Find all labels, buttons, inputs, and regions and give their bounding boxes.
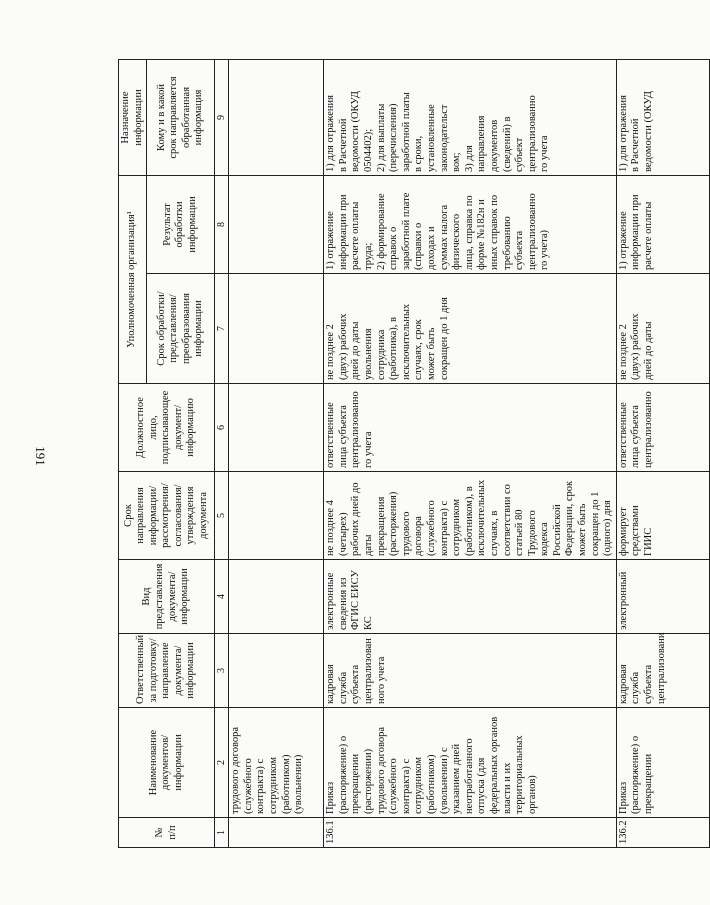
- cell-destination: [229, 60, 324, 176]
- cell-num: [229, 818, 324, 848]
- table-row: [324, 60, 617, 848]
- header-col-1: № п/п: [119, 818, 215, 848]
- column-number: 7: [215, 274, 229, 384]
- header-group-authorized-org: Уполномоченная организация¹: [119, 176, 147, 384]
- header-row-top: [119, 60, 147, 848]
- cell-name: Приказ (распоряжение) о прекращении: [616, 708, 709, 818]
- header-col-5: Срок направления информации/ рассмотрения/ согласования/ утверждения документа: [119, 472, 215, 560]
- cell-term: формирует средствами ГИИС: [616, 472, 709, 560]
- column-number: 2: [215, 708, 229, 818]
- cell-term: не позднее 4 (четырех) рабочих дней до даты прекращения (расторжения) трудового договора (служебного контракта) с сотрудником (работником), в исключительных случаях, в соответствии со статьей 80 Трудового кодекса Российской Федерации, срок может быть сокращен до 1 (одного) дня: [324, 472, 617, 560]
- column-numbers-row: [215, 60, 229, 848]
- column-number: 4: [215, 560, 229, 634]
- cell-name: трудового договора (служебного контракта) с сотрудником (работником) (увольнении): [229, 708, 324, 818]
- cell-term: [229, 472, 324, 560]
- page-number: 191: [33, 446, 48, 466]
- cell-result: 1) отражение информации при расчете оплаты: [616, 176, 709, 274]
- cell-processing-term: [229, 274, 324, 384]
- column-number: 1: [215, 818, 229, 848]
- cell-responsible: [229, 634, 324, 708]
- header-col-7: Срок обработки/ представления/ преобразования информации: [147, 274, 215, 384]
- header-col-3: Ответственный за подготовку/ направление документа/ информации: [119, 634, 215, 708]
- column-number: 5: [215, 472, 229, 560]
- cell-result: 1) отражение информации при расчете оплаты труда; 2) формирование справок о заработной плате (справки о доходах и суммах налога физического лица, справка по форме №182н и иных справок по требованию субъекта централизованно го учета): [324, 176, 617, 274]
- column-number: 8: [215, 176, 229, 274]
- table-row: [616, 60, 709, 848]
- cell-destination: 1) для отражения в Расчетной ведомости (ОКУД: [616, 60, 709, 176]
- rotated-table-container: [118, 60, 667, 848]
- document-table: [118, 59, 710, 848]
- column-number: 3: [215, 634, 229, 708]
- cell-name: Приказ (распоряжение) о прекращении (расторжении) трудового договора (служебного контракта) с сотрудником (работником) (увольнении) с указанием дней неотработанного отпуска (для федеральных органов власти и их территориальных органов): [324, 708, 617, 818]
- header-col-2: Наименование документов/ информации: [119, 708, 215, 818]
- table-row: [229, 60, 324, 848]
- cell-kind: [229, 560, 324, 634]
- column-number: 6: [215, 384, 229, 472]
- cell-responsible: кадровая служба субъекта централизован ного учета: [324, 634, 617, 708]
- header-col-9: Кому и в какой срок направляется обработанная информация: [147, 60, 215, 176]
- cell-official: [229, 384, 324, 472]
- cell-destination: 1) для отражения в Расчетной ведомости (ОКУД 0504402); 2) для выплаты (перечисления) заработной платы в сроки, установленные законодательст вом; 3) для направления документов (сведений) в субъект централизованно го учета: [324, 60, 617, 176]
- header-col-4: Вид представления документа/ информации: [119, 560, 215, 634]
- column-number: 9: [215, 60, 229, 176]
- cell-result: [229, 176, 324, 274]
- header-col-6: Должностное лицо, подписывающее документ/ информацию: [119, 384, 215, 472]
- cell-kind: электронные сведения из ФГИС ЕИСУ КС: [324, 560, 617, 634]
- cell-official: ответственные лица субъекта централизованно го учета: [324, 384, 617, 472]
- cell-responsible: кадровая служба субъекта централизовани: [616, 634, 709, 708]
- cell-processing-term: не позднее 2 (двух) рабочих дней до даты увольнения сотрудника (работника), в исключительных случаях, срок может быть сокращен до 1 дня: [324, 274, 617, 384]
- cell-num: 136.2: [616, 818, 709, 848]
- header-col-8: Результат обработки информации: [147, 176, 215, 274]
- cell-official: ответственные лица субъекта централизованно: [616, 384, 709, 472]
- cell-processing-term: не позднее 2 (двух) рабочих дней до даты: [616, 274, 709, 384]
- cell-num: 136.1: [324, 818, 617, 848]
- header-group-purpose: Назначение информации: [119, 60, 147, 176]
- cell-kind: электронный: [616, 560, 709, 634]
